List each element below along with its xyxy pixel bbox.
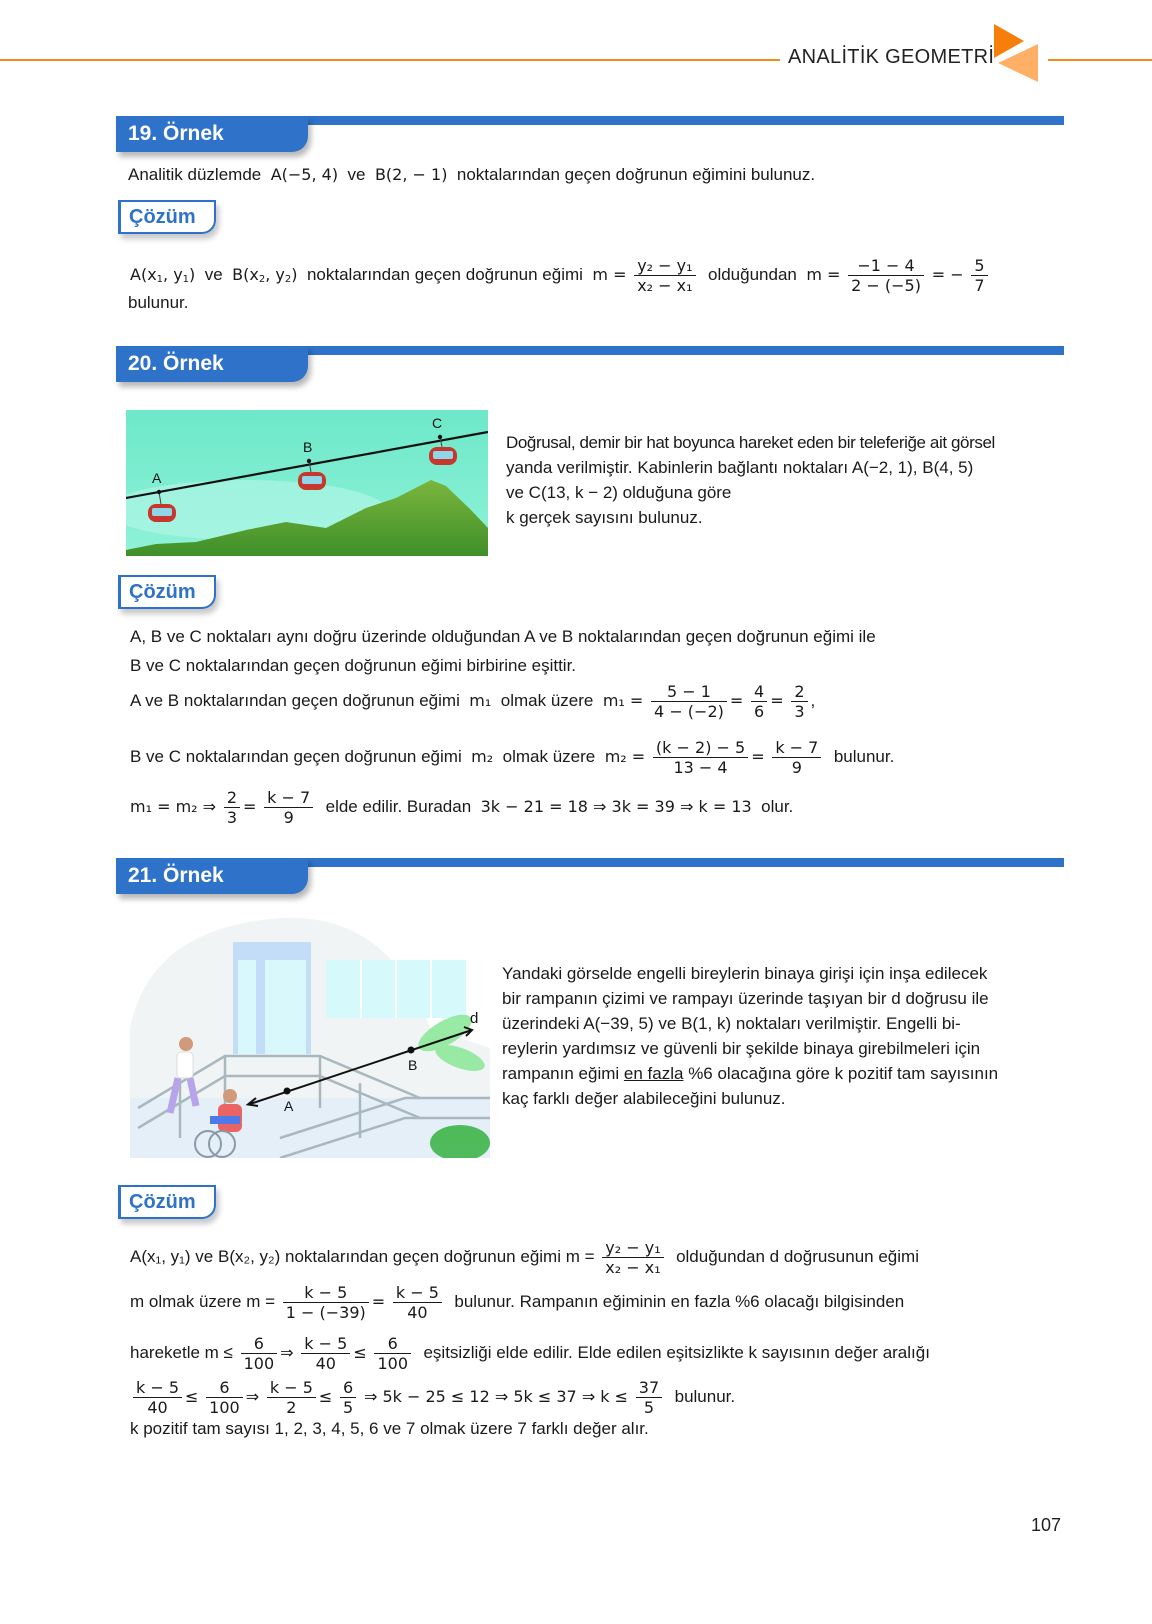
- question-line: Yandaki görselde engelli bireylerin binaya girişi için inşa edilecek: [502, 964, 988, 983]
- conjunction: ve: [204, 264, 223, 284]
- solution-line-m1: A ve B noktalarından geçen doğrunun eğimi m₁ olmak üzere m₁ = $\frac{5 - 1}{4 - (-2)}$ = $\frac{4}{6}$ = $\frac{2}{3}$ ,: [130, 682, 816, 721]
- fraction: $\frac{(k - 2) - 5}{13 - 4}$: [653, 738, 748, 777]
- solution-text: m olmak üzere m =: [130, 1291, 276, 1311]
- header-rule-left: [0, 59, 780, 61]
- fraction: $\frac{5 - 1}{4 - (-2)}$: [651, 682, 727, 721]
- ramp-illustration: [130, 908, 490, 1158]
- example-19-solution-line1: [130, 256, 991, 295]
- point-b: B(2, − 1): [374, 165, 448, 184]
- header-rule-right: [1048, 59, 1152, 61]
- fraction: $\frac{k - 5}{40}$: [393, 1283, 442, 1322]
- solution-text: olduğundan: [708, 264, 797, 284]
- question-line: k gerçek sayısını bulunuz.: [506, 508, 703, 527]
- fraction: $\frac{6}{100}$: [206, 1378, 243, 1417]
- cable-car-illustration: [126, 410, 488, 556]
- slope-calculation: $\frac{-1 - 4}{2 - (-5)}$: [848, 256, 924, 295]
- example-21-solution-line4: $\frac{k - 5}{40}$ ≤ $\frac{6}{100}$ ⇒ $\frac{k - 5}{2}$ ≤ $\frac{6}{5}$ ⇒ 5k − 25 ≤ 12 ⇒ 5k ≤ 37 ⇒ k ≤ $\frac{37}{5}$ bulunur.: [130, 1378, 735, 1417]
- page-number: 107: [1031, 1515, 1062, 1535]
- question-line: bir rampanın çizimi ve rampayı üzerinde taşıyan bir d doğrusu ile: [502, 989, 989, 1008]
- solution-text: bulunur.: [128, 293, 189, 312]
- example-19-question: [128, 164, 815, 186]
- solution-text: olmak üzere: [502, 746, 596, 766]
- slope-symbol: m =: [592, 264, 627, 284]
- point-b: $B(x_2$, $y_2$): [232, 264, 298, 285]
- question-text: noktalarından geçen doğrunun eğimini bulunuz.: [456, 165, 816, 184]
- solution-text: bulunur.: [674, 1386, 736, 1406]
- fraction: $\frac{2}{3}$: [224, 788, 240, 827]
- conjunction: ve: [347, 165, 366, 184]
- solution-text: A, B ve C noktaları aynı doğru üzerinde olduğundan A ve B noktalarından geçen doğrunun eğimi ile: [130, 627, 876, 646]
- fraction: $\frac{k - 7}{9}$: [772, 738, 821, 777]
- fraction: $\frac{k - 5}{1 - (-39)}$: [283, 1283, 369, 1322]
- fraction: $\frac{37}{5}$: [636, 1378, 662, 1417]
- slope-formula: $\frac{\text{y₂ − y₁}}{\text{x₂ − x₁}}$: [602, 1238, 663, 1277]
- solution-line-m2: B ve C noktalarından geçen doğrunun eğimi m₂ olmak üzere m₂ = $\frac{(k - 2) - 5}{13 - 4}$ = $\frac{k - 7}{9}$ bulunur.: [130, 738, 895, 777]
- solution-conclusion: k pozitif tam sayısı 1, 2, 3, 4, 5, 6 ve 7 olmak üzere 7 farklı değer alır.: [130, 1419, 649, 1438]
- solution-text: olur.: [761, 796, 794, 816]
- point-a: $A(x_1$, $y_1$): [130, 264, 196, 285]
- slope-formula: $\frac{\text{y₂ − y₁}}{\text{x₂ − x₁}}$: [634, 256, 695, 295]
- equation: m₁ = m₂ ⇒: [130, 796, 217, 816]
- svg-text:A: A: [152, 470, 162, 486]
- question-line: üzerindeki A(−39, 5) ve B(1, k) noktaları verilmiştir. Engelli bi-: [502, 1014, 961, 1033]
- fraction: $\frac{4}{6}$: [751, 682, 767, 721]
- svg-text:B: B: [408, 1057, 418, 1073]
- example-label: 21. Örnek: [116, 858, 308, 894]
- question-text: Analitik düzlemde: [128, 165, 262, 184]
- fraction: $\frac{6}{100}$: [241, 1334, 278, 1373]
- solution-text: A(x₁, y₁) ve B(x₂, y₂) noktalarından geçen doğrunun eğimi m =: [130, 1246, 595, 1266]
- orange-triangles-icon: [994, 24, 1044, 82]
- solution-label: Çözüm: [118, 200, 216, 234]
- solution-text: A ve B noktalarından geçen doğrunun eğimi: [130, 690, 460, 710]
- svg-text:B: B: [303, 439, 313, 455]
- svg-text:d: d: [470, 1010, 479, 1027]
- solution-line-result: m₁ = m₂ ⇒ $\frac{2}{3}$ = $\frac{k - 7}{9}$ elde edilir. Buradan 3k − 21 = 18 ⇒ 3k = 39 ⇒ k = 13 olur.: [130, 788, 794, 827]
- question-line: ve C(13, k − 2) olduğuna göre: [506, 483, 732, 502]
- solution-text: noktalarından geçen doğrunun eğimi: [306, 264, 583, 284]
- equation: 3k − 21 = 18 ⇒ 3k = 39 ⇒ k = 13: [480, 796, 752, 816]
- solution-text: elde edilir. Buradan: [325, 796, 472, 816]
- fraction: $\frac{k - 5}{2}$: [267, 1378, 316, 1417]
- solution-text: eşitsizliği elde edilir. Elde edilen eşitsizlikte k sayısının değer aralığı: [423, 1342, 930, 1362]
- example-21-solution-line2: m olmak üzere m = $\frac{k - 5}{1 - (-39)}$ = $\frac{k - 5}{40}$ bulunur. Rampanın eğiminin en fazla %6 olacağı bilgisinden: [130, 1283, 905, 1322]
- ramp-figure: [130, 908, 490, 1158]
- solution-text: hareketle m ≤: [130, 1342, 233, 1362]
- question-line: yanda verilmiştir. Kabinlerin bağlantı noktaları A(−2, 1), B(4, 5): [506, 458, 974, 477]
- slope-symbol: m₁ =: [602, 690, 644, 710]
- fraction: $\frac{k - 5}{40}$: [133, 1378, 182, 1417]
- example-20-question: [506, 430, 1046, 530]
- example-label: 20. Örnek: [116, 346, 308, 382]
- solution-text: bulunur. Rampanın eğiminin en fazla %6 olacağı bilgisinden: [454, 1291, 905, 1311]
- solution-text: olmak üzere: [500, 690, 594, 710]
- equals-minus: = −: [931, 264, 964, 284]
- question-line: Doğrusal, demir bir hat boyunca hareket eden bir teleferiğe ait görsel: [506, 433, 995, 452]
- slope-symbol: m =: [806, 264, 841, 284]
- emphasis-underline: en fazla: [623, 1064, 684, 1083]
- svg-text:C: C: [432, 415, 443, 431]
- solution-text: bulunur.: [833, 746, 895, 766]
- solution-label: Çözüm: [118, 1185, 216, 1219]
- example-21-solution-line1: [130, 1238, 919, 1277]
- slope-symbol: m₂: [471, 746, 494, 766]
- fraction: $\frac{k - 7}{9}$: [264, 788, 313, 827]
- slope-symbol: m₁: [469, 690, 492, 710]
- slope-result: $\frac{5}{7}$: [971, 256, 987, 295]
- solution-text: B ve C noktalarından geçen doğrunun eğimi: [130, 746, 462, 766]
- example-21-solution-line3: hareketle m ≤ $\frac{6}{100}$ ⇒ $\frac{k - 5}{40}$ ≤ $\frac{6}{100}$ eşitsizliği elde edilir. Elde edilen eşitsizlikte k sayısının değer aralığı: [130, 1334, 930, 1373]
- cable-car-figure: [126, 410, 488, 556]
- fraction: $\frac{6}{100}$: [374, 1334, 411, 1373]
- fraction: $\frac{6}{5}$: [340, 1378, 356, 1417]
- fraction: $\frac{k - 5}{40}$: [301, 1334, 350, 1373]
- question-line: kaç farklı değer alabileceğini bulunuz.: [502, 1089, 786, 1108]
- svg-text:A: A: [284, 1098, 294, 1114]
- question-line: reylerin yardımsız ve güvenli bir şekilde binaya girebilmeleri için: [502, 1039, 981, 1058]
- slope-symbol: m₂ =: [604, 746, 646, 766]
- chapter-title: ANALİTİK GEOMETRİ: [784, 46, 998, 69]
- example-21-question: [502, 961, 1042, 1111]
- solution-label: Çözüm: [118, 575, 216, 609]
- point-a: A(−5, 4): [270, 165, 339, 184]
- question-line: rampanın eğimi en fazla %6 olacağına göre k pozitif tam sayısının: [502, 1064, 999, 1083]
- example-label: 19. Örnek: [116, 116, 308, 152]
- fraction: $\frac{2}{3}$: [791, 682, 807, 721]
- equation: ⇒ 5k − 25 ≤ 12 ⇒ 5k ≤ 37 ⇒ k ≤: [363, 1386, 629, 1406]
- solution-text: olduğundan d doğrusunun eğimi: [676, 1246, 919, 1266]
- solution-text: B ve C noktalarından geçen doğrunun eğimi birbirine eşittir.: [130, 656, 577, 675]
